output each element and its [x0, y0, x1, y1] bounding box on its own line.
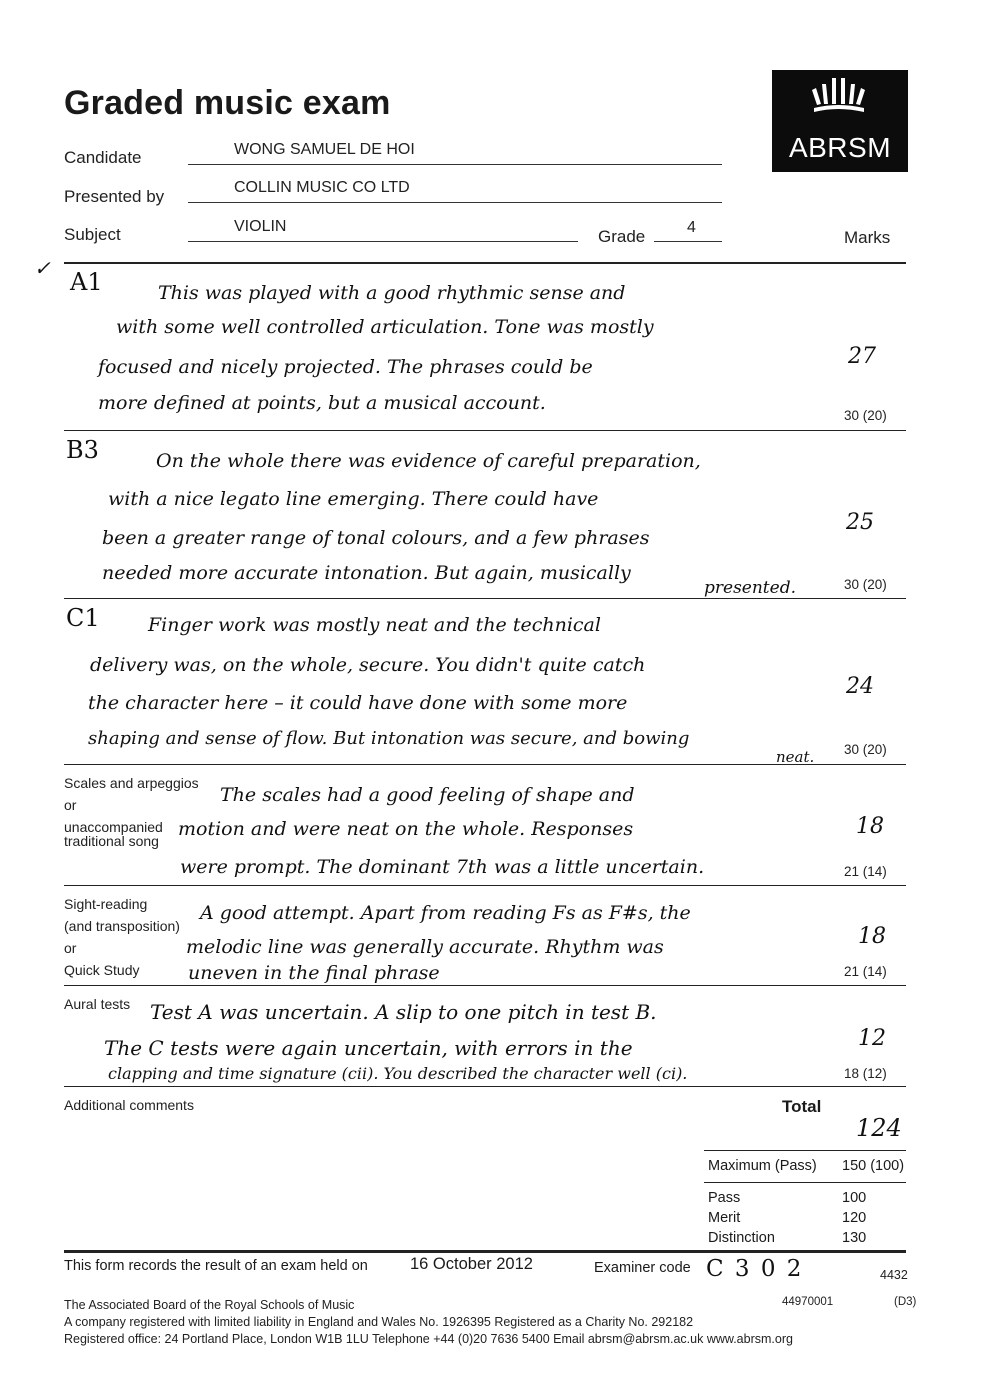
aural-mark: 12 [858, 1026, 886, 1051]
section-b3-mark: 25 [846, 510, 874, 535]
total-value: 124 [856, 1114, 902, 1142]
threshold-labels [708, 1188, 775, 1248]
aural-rule [64, 1086, 906, 1087]
candidate-value: WONG SAMUEL DE HOI [234, 141, 415, 158]
scales-label-3: unaccompanied [64, 819, 163, 835]
abrsm-logo [772, 70, 908, 172]
section-b3-code: B3 [66, 436, 99, 464]
max-top-rule [704, 1150, 906, 1151]
grade-label: Grade [598, 227, 646, 246]
footer-line-3: Registered office: 24 Portland Place, London W1B 1LU Telephone +44 (0)20 7636 5400 Email abrsm@abrsm.ac.uk www.abrsm.org [64, 1332, 793, 1346]
additional-comments-label: Additional comments [64, 1097, 194, 1113]
candidate-underline [188, 164, 722, 165]
section-b3-rule [64, 598, 906, 599]
presented-underline [188, 202, 722, 203]
sight-reading-labels [64, 893, 180, 981]
grade-underline [654, 241, 722, 242]
sight-reading-line-3: uneven in the final phrase [188, 962, 440, 984]
scales-line-2: motion and were neat on the whole. Responses [178, 818, 634, 840]
examiner-code-label: Examiner code [594, 1260, 691, 1276]
pass-label: Pass [708, 1190, 741, 1206]
section-a1-line-4: more defined at points, but a musical account. [98, 392, 546, 414]
distinction-value: 130 [842, 1230, 867, 1246]
sight-reading-rule [64, 985, 906, 986]
sight-reading-label-3: or [64, 940, 77, 956]
presented-value: COLLIN MUSIC CO LTD [234, 179, 410, 196]
merit-label: Merit [708, 1210, 741, 1226]
section-b3-line-4: needed more accurate intonation. But again, musically [102, 562, 631, 584]
max-bottom-rule [704, 1182, 906, 1183]
scales-mark: 18 [856, 814, 884, 839]
pass-value: 100 [842, 1190, 867, 1206]
check-mark-icon: ✓ [34, 256, 51, 280]
section-b3-line-1: On the whole there was evidence of careful preparation, [156, 450, 701, 472]
sight-reading-label-2: (and transposition) [64, 918, 180, 934]
subject-value: VIOLIN [234, 218, 287, 235]
grade-value: 4 [687, 219, 696, 236]
sight-reading-line-1: A good attempt. Apart from reading Fs as F#s, the [200, 902, 691, 924]
exam-record-rule [64, 1250, 906, 1253]
scales-line-3: were prompt. The dominant 7th was a little uncertain. [180, 856, 705, 878]
merit-value: 120 [842, 1210, 867, 1226]
form-ref-3: (D3) [894, 1296, 917, 1308]
crown-icon [772, 70, 908, 130]
footer-line-1: The Associated Board of the Royal Schools of Music [64, 1298, 355, 1312]
aural-label: Aural tests [64, 996, 131, 1012]
section-a1-rule [64, 430, 906, 431]
section-c1-code: C1 [66, 604, 100, 632]
sight-reading-max: 21 (14) [844, 964, 887, 979]
header-rule [64, 262, 906, 264]
subject-label: Subject [64, 225, 121, 244]
section-a1-mark: 27 [848, 344, 876, 369]
section-a1-max: 30 (20) [844, 408, 887, 423]
aural-line-3: clapping and time signature (cii). You described the character well (ci). [108, 1064, 688, 1083]
section-a1-line-3: focused and nicely projected. The phrases could be [98, 356, 593, 378]
section-c1-max: 30 (20) [844, 742, 887, 757]
section-c1-line-1: Finger work was mostly neat and the technical [148, 614, 601, 636]
exam-record-text: This form records the result of an exam held on [64, 1258, 368, 1274]
sight-reading-mark: 18 [858, 924, 886, 949]
distinction-label: Distinction [708, 1230, 775, 1246]
candidate-label: Candidate [64, 148, 142, 167]
form-ref-2: 44970001 [782, 1296, 834, 1308]
scales-labels [64, 772, 199, 852]
section-a1-line-2: with some well controlled articulation. Tone was mostly [116, 316, 654, 338]
sight-reading-line-2: melodic line was generally accurate. Rhythm was [186, 936, 664, 958]
marks-heading: Marks [844, 228, 891, 247]
section-b3-max: 30 (20) [844, 577, 887, 592]
sight-reading-label-1: Sight-reading [64, 896, 148, 912]
scales-max: 21 (14) [844, 864, 887, 879]
aural-max: 18 (12) [844, 1066, 887, 1081]
scales-label-1: Scales and arpeggios [64, 775, 199, 791]
footer-line-2: A company registered with limited liability in England and Wales No. 1926395 Registered as a Charity No. 292182 [64, 1315, 694, 1329]
section-b3-line-3: been a greater range of tonal colours, and a few phrases [102, 527, 650, 549]
logo-text: ABRSM [788, 132, 892, 163]
aural-line-1: Test A was uncertain. A slip to one pitch in test B. [150, 1000, 657, 1024]
examiner-code-value: C 3 0 2 [706, 1256, 804, 1282]
maximum-label: Maximum (Pass) [708, 1158, 817, 1174]
exam-date: 16 October 2012 [410, 1255, 533, 1273]
presented-label: Presented by [64, 187, 165, 206]
total-label: Total [782, 1097, 822, 1116]
scales-line-1: The scales had a good feeling of shape and [220, 784, 635, 806]
section-a1-line-1: This was played with a good rhythmic sense and [158, 282, 626, 304]
scales-label-4: traditional song [64, 833, 159, 849]
section-c1-rule [64, 764, 906, 765]
aural-line-2: The C tests were again uncertain, with errors in the [104, 1036, 633, 1060]
subject-underline [188, 241, 578, 242]
sight-reading-label-4: Quick Study [64, 962, 140, 978]
section-c1-line-4: shaping and sense of flow. But intonation was secure, and bowing [88, 728, 690, 749]
form-title: Graded music exam [64, 84, 391, 122]
section-c1-line-3: the character here – it could have done with some more [88, 692, 628, 714]
threshold-values [842, 1188, 866, 1248]
section-c1-line-2: delivery was, on the whole, secure. You didn't quite catch [90, 654, 646, 676]
section-a1-code: A1 [70, 268, 103, 296]
scales-rule [64, 885, 906, 886]
section-b3-line-2: with a nice legato line emerging. There could have [108, 488, 599, 510]
scales-label-2: or [64, 797, 77, 813]
maximum-value: 150 (100) [842, 1158, 905, 1174]
section-b3-line-5: presented. [704, 578, 796, 598]
form-ref-1: 4432 [880, 1268, 908, 1282]
section-c1-mark: 24 [846, 674, 874, 699]
section-c1-line-5: neat. [776, 748, 815, 766]
